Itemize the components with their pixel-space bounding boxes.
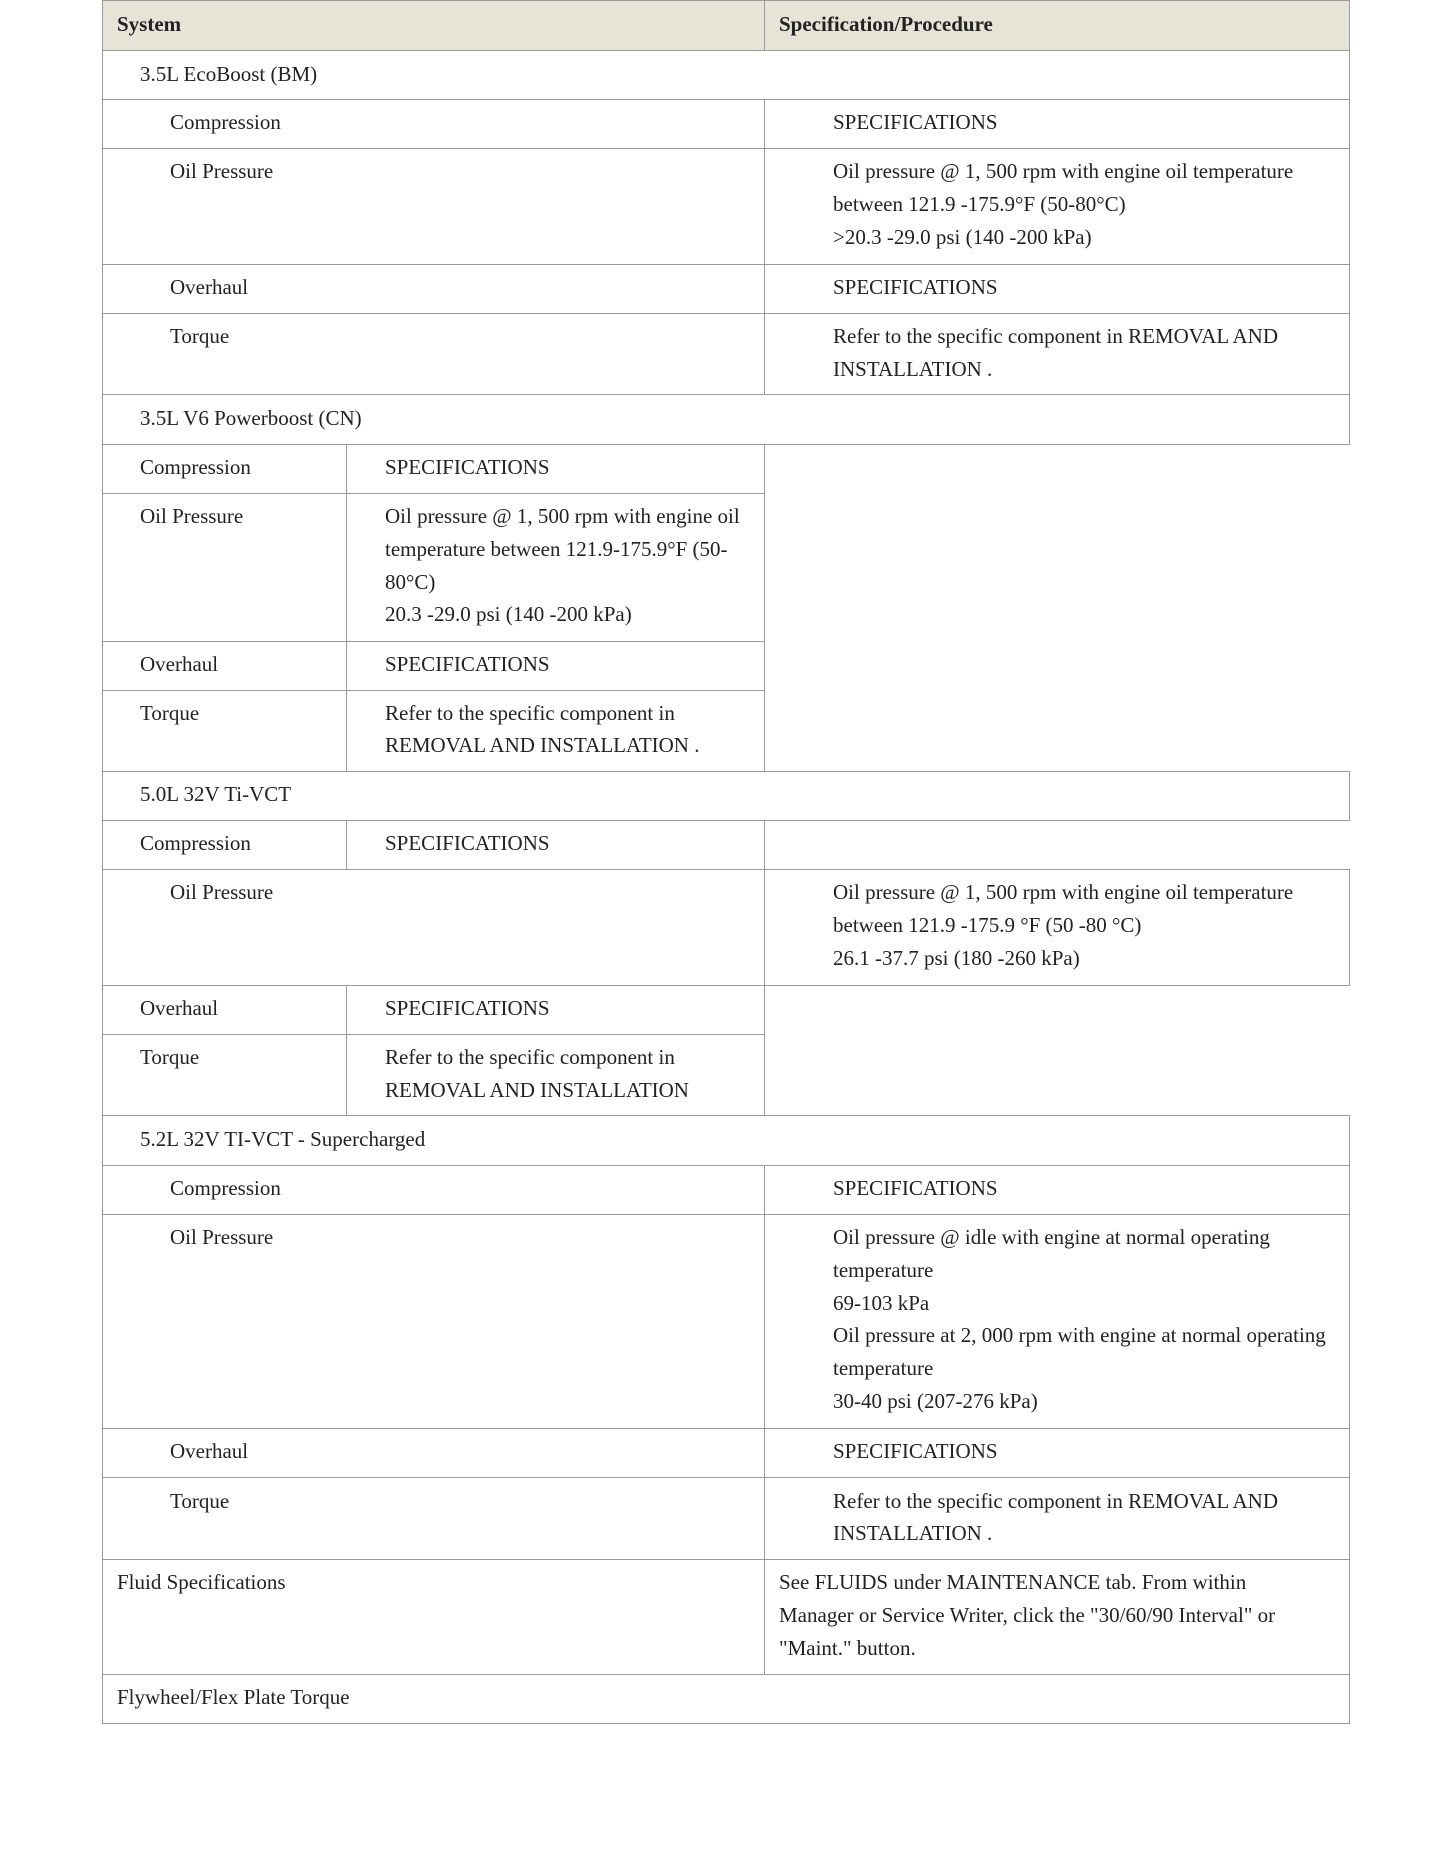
fluid-value-line: "Maint." button. [779,1636,916,1660]
row-value-line: between 121.9 -175.9 °F (50 -80 °C) [833,913,1142,937]
column-divider [764,869,765,986]
row-value-line: Refer to the specific component in [385,1045,675,1069]
row-value-line: 20.3 -29.0 psi (140 -200 kPa) [385,602,632,626]
table-header [102,0,1350,51]
column-divider [764,1559,765,1675]
column-divider [346,493,347,642]
row-value-line: Refer to the specific component in [385,701,675,725]
row-value-line: Oil pressure at 2, 000 rpm with engine at normal operating [833,1323,1326,1347]
column-divider [346,1034,347,1116]
row-value-line: INSTALLATION . [833,1521,993,1545]
fluid-value-line: Manager or Service Writer, click the "30/60/90 Interval" or [779,1603,1276,1627]
column-divider [764,1477,765,1560]
column-divider [764,148,765,265]
row-label: Compression [140,831,251,855]
section-title: 3.5L V6 Powerboost (CN) [140,406,362,430]
table-row [102,1428,1350,1478]
header-spec: Specification/Procedure [779,12,993,36]
section-title: 3.5L EcoBoost (BM) [140,62,318,86]
row-label: Compression [140,455,251,479]
fluid-label: Fluid Specifications [117,1570,286,1594]
table-row [102,1165,1350,1215]
section-title: 5.2L 32V TI-VCT - Supercharged [140,1127,426,1151]
table-row [102,99,1350,149]
column-divider [764,264,765,314]
row-label: Overhaul [140,996,219,1020]
row-value-line: 30-40 psi (207-276 kPa) [833,1389,1038,1413]
row-value: SPECIFICATIONS [385,455,550,479]
fluid-value-line: See FLUIDS under MAINTENANCE tab. From within [779,1570,1247,1594]
column-divider [764,1428,765,1478]
row-value: SPECIFICATIONS [385,996,550,1020]
row-label: Compression [170,110,281,134]
row-value-line: 80°C) [385,570,436,594]
column-divider [764,1214,765,1429]
row-label: Torque [140,701,200,725]
row-value-line: REMOVAL AND INSTALLATION . [385,733,700,757]
row-label: Overhaul [170,1439,249,1463]
row-value-line: Oil pressure @ idle with engine at normal operating [833,1225,1270,1249]
column-divider [764,99,765,149]
row-value-line: temperature [833,1258,934,1282]
column-divider [346,641,347,691]
header-system: System [117,12,182,36]
row-value-line: temperature between 121.9-175.9°F (50- [385,537,728,561]
row-value-line: Oil pressure @ 1, 500 rpm with engine oil temperature [833,159,1294,183]
column-divider [346,444,347,494]
row-label: Oil Pressure [170,880,274,904]
column-divider [764,313,765,395]
row-label: Oil Pressure [170,159,274,183]
column-divider [764,0,765,51]
row-value-line: between 121.9 -175.9°F (50-80°C) [833,192,1126,216]
column-divider [764,1165,765,1215]
column-divider [346,985,347,1035]
flywheel-label: Flywheel/Flex Plate Torque [117,1685,350,1709]
row-value: SPECIFICATIONS [385,652,550,676]
row-value-line: Oil pressure @ 1, 500 rpm with engine oil [385,504,740,528]
row-label: Oil Pressure [140,504,244,528]
row-value: SPECIFICATIONS [833,110,998,134]
section-title: 5.0L 32V Ti-VCT [140,782,292,806]
table-row [102,264,1350,314]
row-value: SPECIFICATIONS [385,831,550,855]
row-label: Torque [170,1489,230,1513]
row-label: Torque [140,1045,200,1069]
row-label: Torque [170,324,230,348]
row-value-line: Oil pressure @ 1, 500 rpm with engine oil temperature [833,880,1294,904]
row-value-line: >20.3 -29.0 psi (140 -200 kPa) [833,225,1092,249]
row-value-line: REMOVAL AND INSTALLATION [385,1078,689,1102]
row-value-line: 69-103 kPa [833,1291,930,1315]
row-value-line: temperature [833,1356,934,1380]
row-value-line: INSTALLATION . [833,357,993,381]
row-value-line: Refer to the specific component in REMOVAL AND [833,1489,1278,1513]
row-value-line: 26.1 -37.7 psi (180 -260 kPa) [833,946,1080,970]
row-label: Oil Pressure [170,1225,274,1249]
row-value: SPECIFICATIONS [833,1439,998,1463]
row-value: SPECIFICATIONS [833,1176,998,1200]
row-label: Overhaul [170,275,249,299]
column-divider [346,820,347,870]
row-label: Overhaul [140,652,219,676]
row-value: SPECIFICATIONS [833,275,998,299]
row-label: Compression [170,1176,281,1200]
row-value-line: Refer to the specific component in REMOVAL AND [833,324,1278,348]
column-divider [346,690,347,772]
